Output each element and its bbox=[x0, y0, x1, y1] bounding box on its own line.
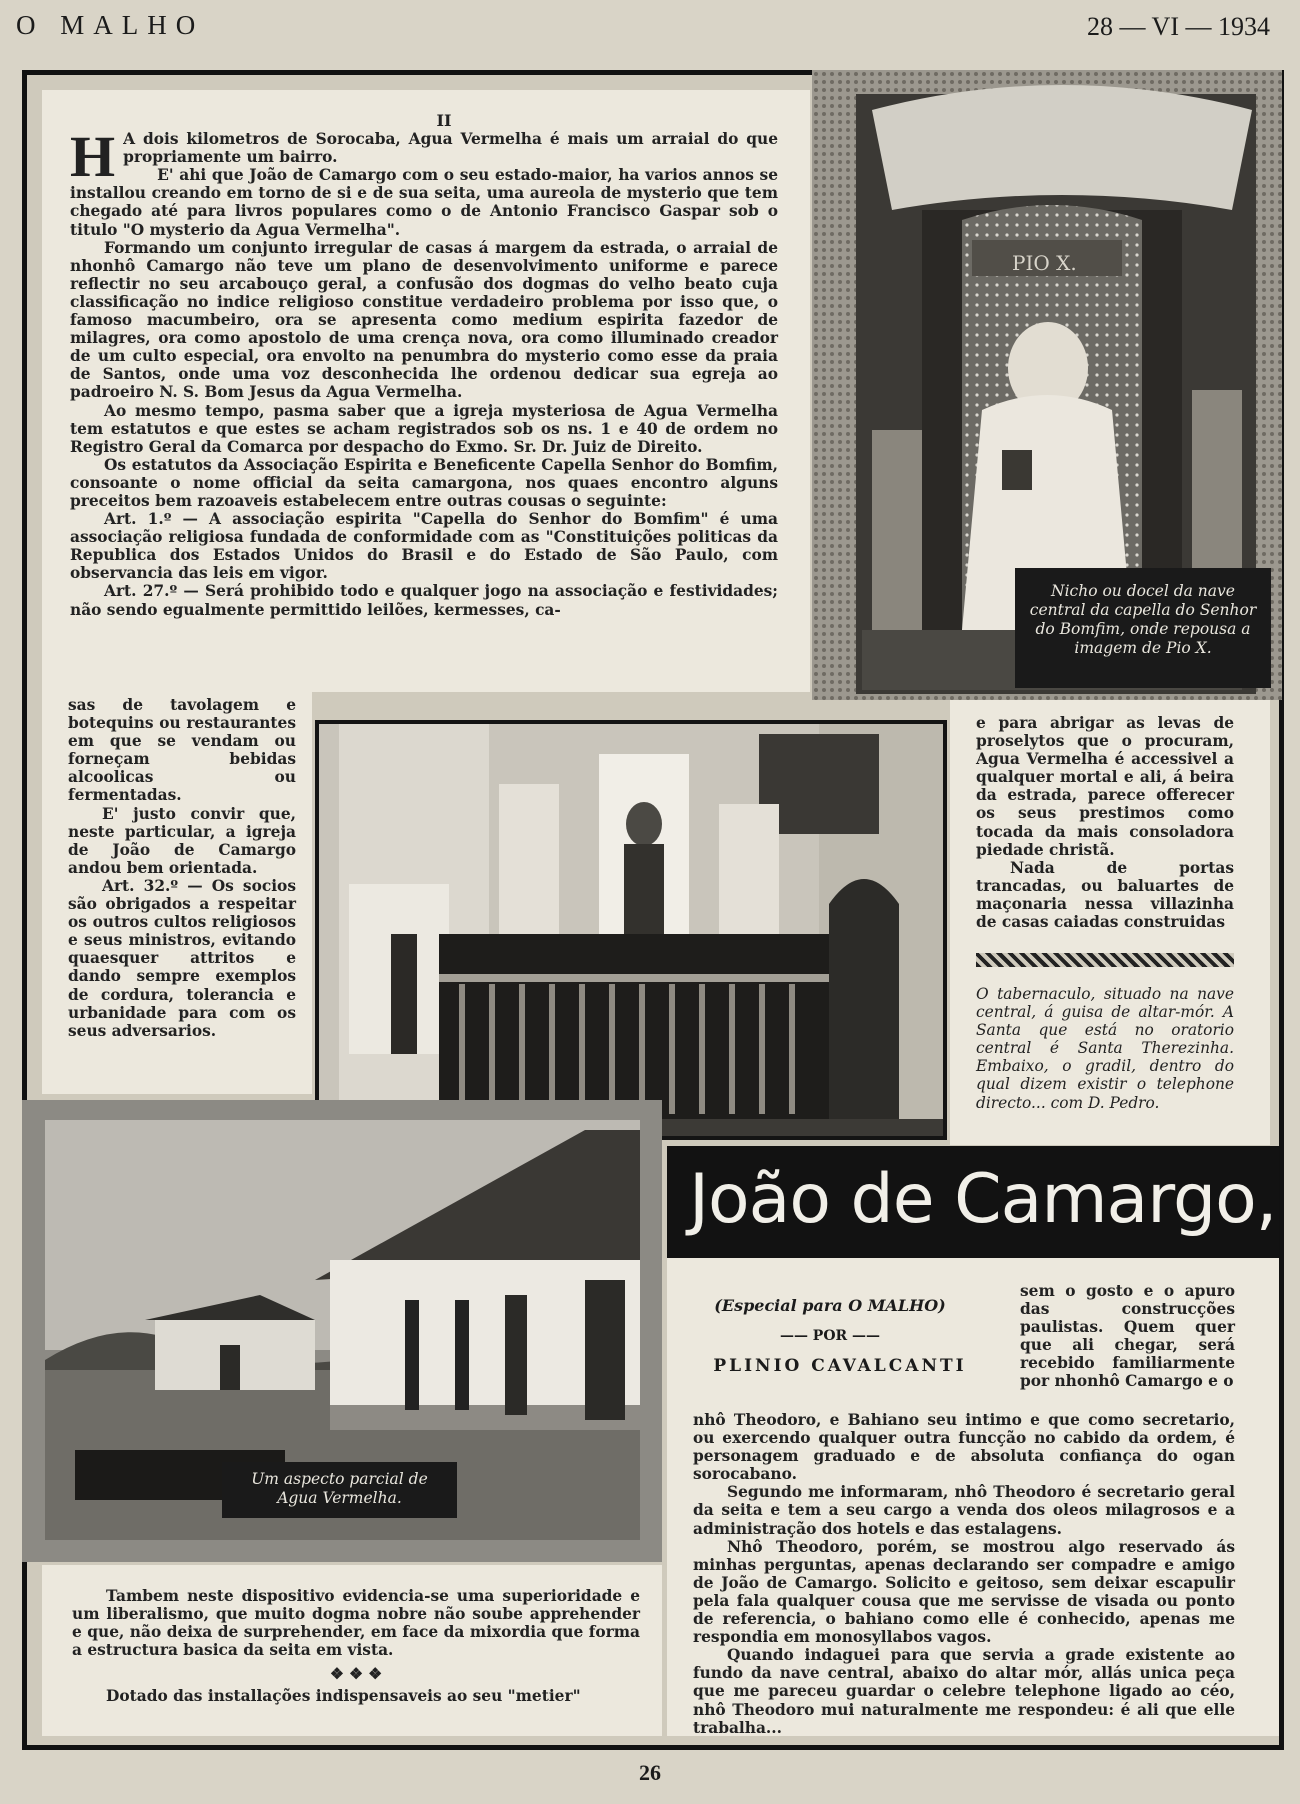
author-name: PLINIO CAVALCANTI bbox=[713, 1356, 967, 1376]
paragraph: Nada de portas trancadas, ou baluartes de maçonaria nessa villazinha de casas caiadas construidas bbox=[976, 858, 1234, 932]
special-note: (Especial para O MALHO) bbox=[714, 1296, 946, 1315]
top-article-text bbox=[70, 112, 778, 619]
paragraph: Art. 32.º — Os socios são obrigados a respeitar os outros cultos religiosos e seus ministros, evitando quaesquer attritos e dando sempre exemplos de cordura, tolerancia e urbanidade para com os seus adversarios. bbox=[68, 876, 296, 1040]
niche-caption: Nicho ou docel da nave central da capella do Senhor do Bomfim, onde repousa a imagem de Pio X. bbox=[1015, 568, 1271, 688]
paragraph: A dois kilometros de Sorocaba, Agua Vermelha é mais um arraial do que propriamente um bairro. bbox=[123, 130, 778, 167]
pio-plaque: PIO X. bbox=[1012, 251, 1077, 275]
drop-cap: H bbox=[70, 124, 116, 190]
bottom-right-text bbox=[693, 1411, 1235, 1737]
paragraph: e para abrigar as levas de proselytos que o procuram, Agua Vermelha é accessivel a qualquer mortal e ali, á beira da estrada, parece offerecer os seus prestimos como tocada da mais consoladora piedade christã. bbox=[976, 714, 1234, 859]
paragraph: Dotado das installações indispensaveis ao seu "metier" bbox=[106, 1687, 581, 1706]
paragraph: Quando indaguei para que servia a grade existente ao fundo da nave central, abaixo do altar mór, allás unica peça que me pareceu guardar o celebre telephone ligado ao céo, nhô Theodoro mui naturalmente me respondeu: é ali que elle trabalha... bbox=[693, 1646, 1235, 1737]
page-number: 26 bbox=[639, 1760, 661, 1785]
paragraph: sas de tavolagem e botequins ou restaurantes em que se vendam ou forneçam bebidas alcoolicas ou fermentadas. bbox=[68, 696, 296, 805]
paragraph: E' justo convir que, neste particular, a igreja de João de Camargo andou bem orientada. bbox=[68, 804, 296, 877]
ornamental-rule bbox=[976, 953, 1234, 967]
right-column-text bbox=[976, 714, 1234, 931]
issue-date: 28 — VI — 1934 bbox=[1087, 12, 1270, 41]
paragraph: nhô Theodoro, e Bahiano seu intimo e que como secretario, ou exercendo qualquer outra funcção no cabido da ordem, é personagem graduado e de absoluta confiança do ogan sorocabano. bbox=[693, 1411, 1235, 1484]
paragraph: Tambem neste dispositivo evidencia-se uma superioridade e um liberalismo, que muito dogma nobre não soube apprehender e que, não deixa de surprehender, em face da mixordia que forma a estructura basica da seita em vista. bbox=[72, 1587, 640, 1660]
paragraph: Nhô Theodoro, porém, se mostrou algo reservado ás minhas perguntas, apenas declarando ser compadre e amigo de João de Camargo. Solicito e geitoso, sem deixar escapulir pela fala qualquer cousa que me servisse de visada ou ponto de referencia, o bahiano como elle é conhecido, apenas me respondia em monosyllabos vagos. bbox=[693, 1537, 1235, 1647]
paragraph: Art. 1.º — A associação espirita "Capella do Senhor do Bomfim" é uma associação religiosa fundada de conformidade com as "Constituições politicas da Republica dos Estados Unidos do Brasil e do Estado de São Paulo, com observancia das leis em vigor. bbox=[70, 510, 778, 583]
por-label: —— POR —— bbox=[779, 1328, 881, 1344]
paragraph: Ao mesmo tempo, pasma saber que a igreja mysteriosa de Agua Vermelha tem estatutos e que estes se acham registrados sob os ns. 1 e 40 de ordem no Registro Geral da Comarca por despacho do Exmo. Sr. Dr. Juiz de Direito. bbox=[70, 401, 778, 456]
tabernacle-photo-illustration bbox=[319, 724, 947, 1140]
section-numeral: II bbox=[436, 111, 452, 130]
village-caption: Um aspecto parcial de Agua Vermelha. bbox=[222, 1462, 457, 1518]
magazine-name: O MALHO bbox=[16, 10, 205, 40]
paragraph: Formando um conjunto irregular de casas á margem da estrada, o arraial de nhonhô Camargo não teve um plano de desenvolvimento uniforme e parece reflectir no seu arcabouço geral, a confusão dos dogmas do velho beato cuja classificação no indice religioso constitue verdadeiro problema por isso que, o famoso macumbeiro, ora se apresenta como medium espirita fazedor de milagres, ora como apostolo de uma crença nova, ora como illuminado creador de um culto especial, ora envolto na penumbra do mysterio como esse da praia de Santos, onde uma voz desconhecida lhe ordenou dedicar sua egreja ao padroeiro N. S. Bom Jesus da Agua Vermelha. bbox=[70, 238, 778, 402]
paragraph: Art. 27.º — Será prohibido todo e qualquer jogo na associação e festividades; não sendo egualmente permittido leilões, kermesses, ca- bbox=[70, 582, 778, 619]
paragraph: Os estatutos da Associação Espirita e Beneficente Capella Senhor do Bomfim, consoante o nome official da seita camargona, nos quaes encontro alguns preceitos bem razoaveis estabelecem entre outras cousas o seguinte: bbox=[70, 455, 778, 510]
narrow-text: sem o gosto e o apuro das construcções paulistas. Quem quer que ali chegar, será recebido familiarmente por nhonhô Camargo e o bbox=[1020, 1282, 1235, 1391]
paragraph: E' ahi que João de Camargo com o seu estado-maior, ha varios annos se installou creando em torno de si e de sua seita, uma aureola de mysterio que tem chegado até para livros populares como o de Antonio Francisco Gaspar sob o titulo "O mysterio da Agua Vermelha". bbox=[70, 166, 778, 239]
tabernacle-photo bbox=[315, 720, 947, 1140]
tabernacle-caption: O tabernaculo, situado na nave central, á guisa de altar-mór. A Santa que está no oratorio central é Santa Therezinha. Embaixo, o gradil, dentro do qual dizem existir o telephone directo... com D. Pedro. bbox=[976, 985, 1234, 1112]
paragraph: Segundo me informaram, nhô Theodoro é secretario geral da seita e tem a seu cargo a venda dos oleos milagrosos e a administração dos hotels e das estalagens. bbox=[693, 1483, 1235, 1538]
left-column-text bbox=[68, 696, 296, 1040]
ornament-divider: ❖ ❖ ❖ bbox=[329, 1665, 383, 1684]
article-title: João de Camargo, bbox=[667, 1146, 1279, 1258]
bottom-left-text bbox=[72, 1587, 640, 1706]
